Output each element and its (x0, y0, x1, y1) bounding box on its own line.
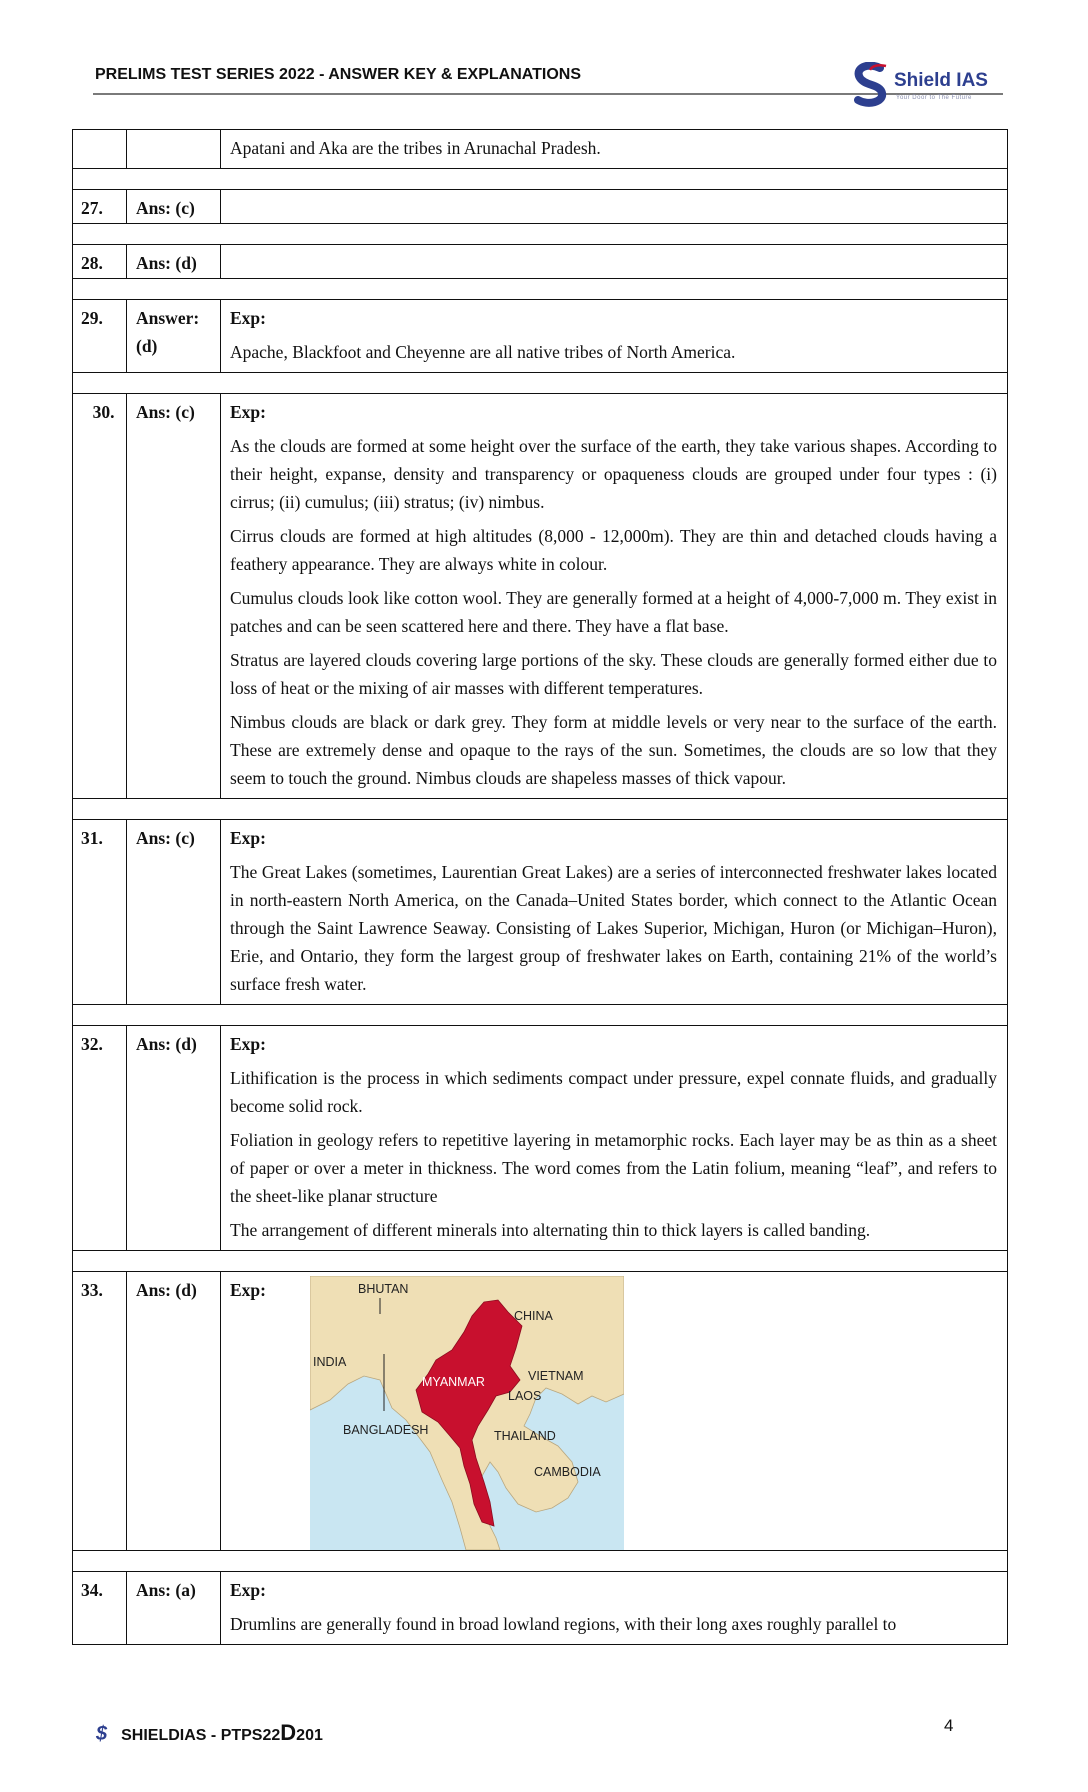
explanation-text: Apatani and Aka are the tribes in Arunachal Pradesh. (230, 138, 601, 158)
answer-option: (d) (136, 336, 158, 356)
footer-code-suffix: 201 (296, 1727, 323, 1744)
row-gap (73, 169, 1008, 190)
row-gap (73, 799, 1008, 820)
shield-ias-logo (850, 62, 1008, 108)
explanation-paragraph: Stratus are layered clouds covering large portions of the sky. These clouds are generally formed either due to loss of heat or the mixing of air masses with different temperatures. (230, 650, 997, 698)
explanation-label: Exp: (230, 1580, 266, 1600)
header-title: PRELIMS TEST SERIES 2022 - ANSWER KEY & EXPLANATIONS (95, 66, 582, 83)
question-number: 34. (73, 1572, 127, 1645)
explanation-paragraph: Cirrus clouds are formed at high altitudes (8,000 - 12,000m). They are thin and detached clouds having a feathery appearance. They are always white in colour. (230, 526, 997, 574)
shield-s-icon: $ (96, 1723, 108, 1745)
answer-cell: Ans: (c) (127, 190, 221, 224)
table-row (73, 1026, 1008, 1251)
table-row (73, 245, 1008, 279)
row-gap (73, 373, 1008, 394)
table-row (73, 190, 1008, 224)
explanation-paragraph: As the clouds are formed at some height over the surface of the earth, they take various shapes. According to their height, expanse, density and transparency or opaqueness clouds are grouped under four types : (i) cirrus; (ii) cumulus; (iii) stratus; (iv) nimbus. (230, 436, 997, 512)
explanation-cell (221, 245, 1008, 279)
footer-code-prefix: SHIELDIAS - PTPS22 (121, 1727, 281, 1744)
question-number: 27. (73, 190, 127, 224)
table-row (73, 130, 1008, 169)
question-number: 33. (73, 1272, 127, 1551)
row-gap (73, 1251, 1008, 1272)
explanation-cell (221, 1572, 1008, 1645)
row-gap (73, 1551, 1008, 1572)
table-row (73, 1272, 1008, 1551)
explanation-paragraph: Drumlins are generally found in broad lowland regions, with their long axes roughly parallel to (230, 1614, 897, 1634)
explanation-label: Exp: (230, 1034, 266, 1054)
answer-cell: Ans: (d) (127, 245, 221, 279)
logo-name: Shield IAS (894, 70, 988, 91)
row-gap (73, 224, 1008, 245)
explanation-paragraph: Nimbus clouds are black or dark grey. They form at middle levels or very near to the surface of the earth. These are extremely dense and opaque to the rays of the sun. Sometimes, the clouds are so low that they seem to touch the ground. Nimbus clouds are shapeless masses of thick vapour. (230, 712, 997, 788)
answer-cell: Ans: (a) (127, 1572, 221, 1645)
answer-cell: Ans: (d) (127, 1272, 221, 1551)
explanation-cell (221, 1272, 1008, 1551)
answer-cell: Ans: (d) (127, 1026, 221, 1251)
footer-code-letter: D (280, 1720, 297, 1745)
question-number: 30. (73, 394, 127, 799)
logo-tagline: Your Door to The Future (896, 95, 972, 101)
label-vietnam: VIETNAM (528, 1369, 584, 1383)
explanation-cell (221, 300, 1008, 373)
explanation-paragraph: The arrangement of different minerals into alternating thin to thick layers is called banding. (230, 1220, 871, 1240)
row-gap (73, 1005, 1008, 1026)
row-gap (73, 279, 1008, 300)
question-number: 31. (73, 820, 127, 1005)
question-number: 28. (73, 245, 127, 279)
answer-cell: Ans: (c) (127, 394, 221, 799)
footer-code (96, 1720, 323, 1746)
explanation-paragraph: Foliation in geology refers to repetitive layering in metamorphic rocks. Each layer may be as thin as a sheet of paper or over a meter in thickness. The word comes from the Latin folium, meaning “leaf”, and refers to the sheet-like planar structure (230, 1130, 997, 1206)
label-bhutan: BHUTAN (358, 1282, 409, 1296)
answer-cell (127, 300, 221, 373)
explanation-cell (221, 820, 1008, 1005)
question-number (73, 130, 127, 169)
question-number: 32. (73, 1026, 127, 1251)
table-row (73, 300, 1008, 373)
myanmar-map (310, 1276, 624, 1550)
explanation-label: Exp: (230, 402, 266, 422)
answer-cell (127, 130, 221, 169)
label-bangladesh: BANGLADESH (343, 1423, 429, 1437)
explanation-label: Exp: (230, 828, 266, 848)
explanation-text: Apache, Blackfoot and Cheyenne are all native tribes of North America. (230, 342, 736, 362)
label-india: INDIA (313, 1355, 347, 1369)
question-number: 29. (73, 300, 127, 373)
explanation-label: Exp: (230, 1280, 266, 1300)
label-laos: LAOS (508, 1389, 542, 1403)
answer-table (72, 129, 1008, 1645)
explanation-cell (221, 1026, 1008, 1251)
page-number: 4 (944, 1716, 954, 1735)
explanation-cell (221, 190, 1008, 224)
explanation-label: Exp: (230, 308, 266, 328)
answer-cell: Ans: (c) (127, 820, 221, 1005)
label-cambodia: CAMBODIA (534, 1465, 601, 1479)
explanation-cell (221, 130, 1008, 169)
table-row (73, 394, 1008, 799)
label-myanmar: MYANMAR (422, 1375, 485, 1389)
table-row (73, 820, 1008, 1005)
explanation-cell (221, 394, 1008, 799)
label-china: CHINA (514, 1309, 553, 1323)
explanation-paragraph: Lithification is the process in which sediments compact under pressure, expel connate fluids, and gradually become solid rock. (230, 1068, 997, 1116)
table-row (73, 1572, 1008, 1645)
explanation-paragraph: Cumulus clouds look like cotton wool. They are generally formed at a height of 4,000-7,000 m. They exist in patches and can be seen scattered here and there. They have a flat base. (230, 588, 997, 636)
answer-label: Answer: (136, 308, 200, 328)
explanation-paragraph: The Great Lakes (sometimes, Laurentian Great Lakes) are a series of interconnected freshwater lakes located in north-eastern North America, on the Canada–United States border, which connect to the Atlantic Ocean through the Saint Lawrence Seaway. Consisting of Lakes Superior, Michigan, Huron (or Michigan–Huron), Erie, and Ontario, they form the largest group of freshwater lakes on Earth, containing 21% of the world’s surface fresh water. (230, 862, 997, 994)
label-thailand: THAILAND (494, 1429, 556, 1443)
shield-s-icon (850, 62, 892, 108)
